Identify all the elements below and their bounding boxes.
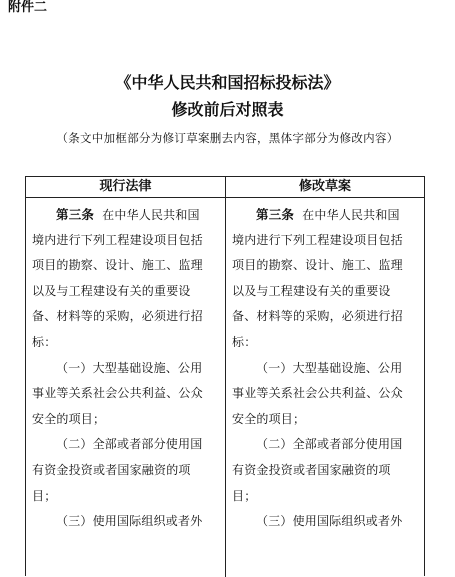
- header-draft-amendment: 修改草案: [298, 179, 351, 194]
- article-label: 第三条: [56, 207, 95, 222]
- current-law-column: [32, 202, 220, 535]
- header-current-law: 现行法律: [99, 179, 152, 194]
- text-line: （二）全部或者部分使用国: [56, 437, 203, 452]
- text-line: （三）使用国际组织或者外: [56, 514, 203, 529]
- document-title: 《中华人民共和国招标投标法》: [115, 73, 340, 92]
- text-line: 目；: [232, 488, 257, 503]
- text-line: 境内进行下列工程建设项目包括: [32, 232, 203, 247]
- comparison-table: [25, 176, 425, 576]
- text-line: 目；: [32, 488, 57, 503]
- article-line: [32, 202, 220, 228]
- line-text: 在中华人民共和国: [302, 208, 400, 222]
- text-line: 有资金投资或者国家融资的项: [232, 462, 391, 477]
- text-line: 标：: [32, 334, 57, 349]
- text-line: 以及与工程建设有关的重要设: [232, 283, 391, 298]
- text-line: 标：: [232, 334, 257, 349]
- article-label: 第三条: [256, 207, 295, 222]
- revision-note: （条文中加框部分为修订草案删去内容，黑体字部分为修改内容）: [56, 131, 399, 145]
- column-divider: [225, 177, 226, 577]
- article-line: [232, 202, 420, 228]
- draft-amendment-column: [232, 202, 420, 535]
- text-line: （二）全部或者部分使用国: [256, 437, 403, 452]
- text-line: 安全的项目；: [32, 411, 106, 426]
- text-line: 备、材料等的采购，必须进行招: [232, 309, 403, 324]
- text-line: 项目的勘察、设计、施工、监理: [32, 258, 203, 273]
- text-line: 备、材料等的采购，必须进行招: [32, 309, 203, 324]
- document-subtitle: 修改前后对照表: [171, 100, 284, 119]
- text-line: 境内进行下列工程建设项目包括: [232, 232, 403, 247]
- text-line: （三）使用国际组织或者外: [256, 514, 403, 529]
- text-line: 事业等关系社会公共利益、公众: [232, 386, 403, 401]
- text-line: 项目的勘察、设计、施工、监理: [232, 258, 403, 273]
- table-header-row: [26, 177, 424, 198]
- text-line: 事业等关系社会公共利益、公众: [32, 386, 203, 401]
- text-line: （一）大型基础设施、公用: [256, 360, 403, 375]
- text-line: （一）大型基础设施、公用: [56, 360, 203, 375]
- text-line: 安全的项目；: [232, 411, 306, 426]
- line-text: 在中华人民共和国: [102, 208, 200, 222]
- text-line: 以及与工程建设有关的重要设: [32, 283, 191, 298]
- attachment-label: 附件二: [8, 0, 48, 15]
- text-line: 有资金投资或者国家融资的项: [32, 462, 191, 477]
